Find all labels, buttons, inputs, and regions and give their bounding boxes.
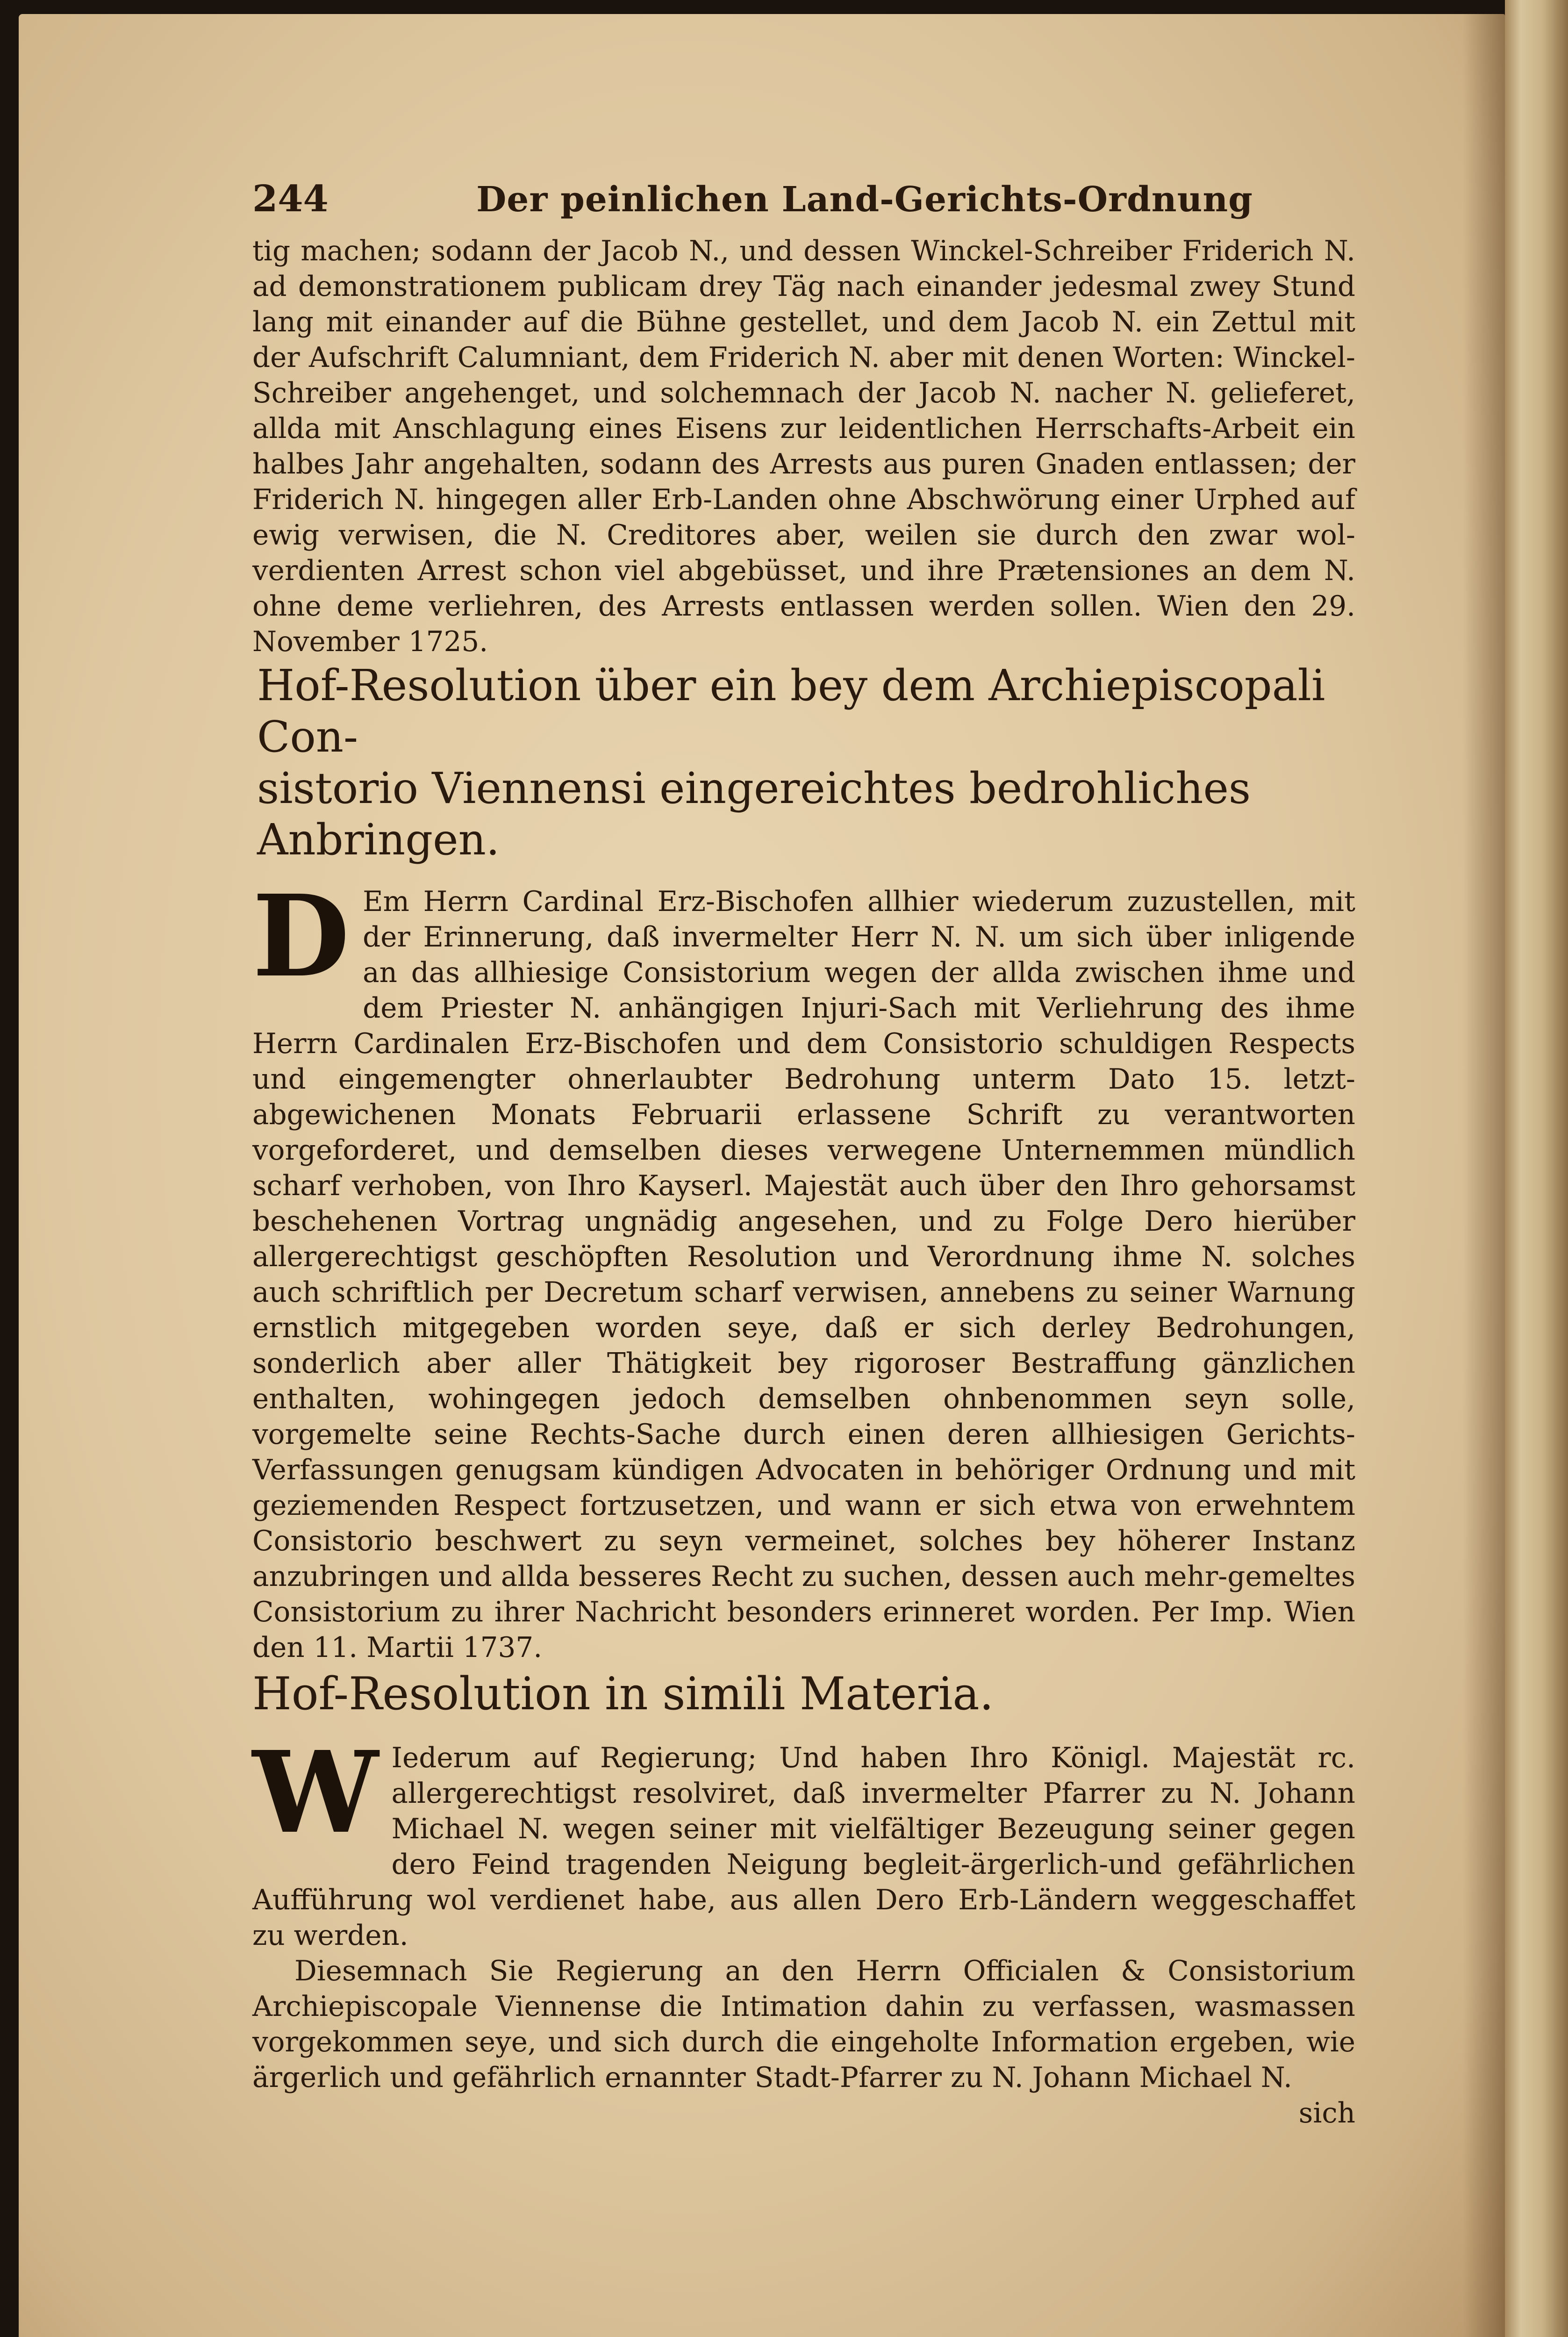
page-number: 244 — [252, 178, 329, 220]
section-heading-2: Hof-Resolution in simili Materia. — [252, 1668, 994, 1720]
section-2-text-continued: Diesemnach Sie Regierung an den Herrn Officialen & Consistorium Archiepiscopale Viennense die Intimation dahin zu verfassen, wasmassen vorgekommen seye, und sich durch die eingeholte Information ergeben, wie ärgerlich und gefährlich ernannter Stadt-Pfarrer zu N. Johann Michael N. — [252, 1955, 1355, 2094]
spacer — [252, 1722, 1355, 1741]
next-page-edge — [1505, 0, 1568, 2337]
drop-cap-initial-d: D — [252, 870, 350, 1002]
section-1-text: Em Herrn Cardinal Erz-Bischofen allhier wiederum zuzustellen, mit der Erinnerung, daß invermelter Herr N. N. um sich über inligende an das allhiesige Consistorium wegen der allda zwischen ihme und dem Priester N. anhängigen Injuri-Sach mit Verliehrung des ihme Herrn Cardinalen Erz-Bischofen und dem Consistorio schuldigen Respects und eingemengter ohnerlaubter Bedrohung unterm Dato 15. letzt-abgewichenen Monats Februarii erlassene Schrift zu verantworten vorgeforderet, und demselben dieses verwegene Unternemmen mündlich scharf verhoben, von Ihro Kayserl. Majestät auch über den Ihro gehorsamst beschehenen Vortrag ungnädig angesehen, und zu Folge Dero hierüber allergerechtigst geschöpften Resolution und Verordnung ihme N. solches auch schriftlich per Decretum scharf verwisen, annebens zu seiner Warnung ernstlich mitgegeben worden seye, daß er sich derley Bedrohungen, sonderlich aber aller Thätigkeit bey rigoroser Bestraffung gänzlichen enthalten, wohingegen jedoch demselben ohnbenommen seyn solle, vorgemelte seine Rechts-Sache durch einen deren allhiesigen Gerichts-Verfassungen genugsam kündigen Advocaten in behöriger Ordnung und mit geziemenden Respect fortzusetzen, und wann er sich etwa von erwehntem Consistorio beschwert zu seyn vermeinet, solches bey höherer Instanz anzubringen und allda besseres Recht zu suchen, dessen auch mehr-gemeltes Consistorium zu ihrer Nachricht besonders erinneret worden. Per Imp. Wien den 11. Martii 1737. — [252, 886, 1355, 1664]
section-2-body — [252, 1727, 1355, 1954]
section-heading-1-line-1: Hof-Resolution über ein bey dem Archiepiscopali Con- — [257, 660, 1325, 762]
section-1-body — [252, 870, 1355, 1666]
drop-cap-initial-w: W — [252, 1727, 379, 1858]
paragraph-continuation: tig machen; sodann der Jacob N., und dessen Winckel-Schreiber Friderich N. ad demonstrationem publicam drey Täg nach einander jedesmal zwey Stund lang mit einander auf die Bühne gestellet, und dem Jacob N. ein Zettul mit der Aufschrift Calumniant, dem Friderich N. aber mit denen Worten: Winckel-Schreiber angehenget, und solchemnach der Jacob N. nacher N. gelieferet, allda mit Anschlagung eines Eisens zur leidentlichen Herrschafts-Arbeit ein halbes Jahr angehalten, sodann des Arrests aus puren Gnaden entlassen; der Friderich N. hingegen aller Erb-Landen ohne Abschwörung einer Urphed auf ewig verwisen, die N. Creditores aber, weilen sie durch den zwar wol-verdienten Arrest schon viel abgebüsset, und ihre Prætensiones an dem N. ohne deme verliehren, des Arrests entlassen werden sollen. Wien den 29. November 1725. — [252, 235, 1355, 658]
page-gutter-shadow — [1463, 14, 1505, 2337]
section-heading-1-line-2: sistorio Viennensi eingereichtes bedrohliches Anbringen. — [257, 763, 1251, 865]
section-2-text: Iederum auf Regierung; Und haben Ihro Königl. Majestät rc. allergerechtigst resolviret, daß invermelter Pfarrer zu N. Johann Michael N. wegen seiner mit vielfältiger Bezeugung seiner gegen dero Feind tragenden Neigung begleit-ärgerlich-und gefährlichen Aufführung wol verdienet habe, aus allen Dero Erb-Ländern weggeschaffet zu werden. — [252, 1742, 1355, 1952]
page-content — [252, 178, 1355, 2131]
catchword: sich — [1298, 2097, 1355, 2129]
section-heading-1 — [252, 660, 1355, 866]
running-title: Der peinlichen Land-Gerichts-Ordnung — [476, 179, 1253, 220]
spacer — [252, 866, 1355, 884]
page-header — [252, 178, 1355, 234]
